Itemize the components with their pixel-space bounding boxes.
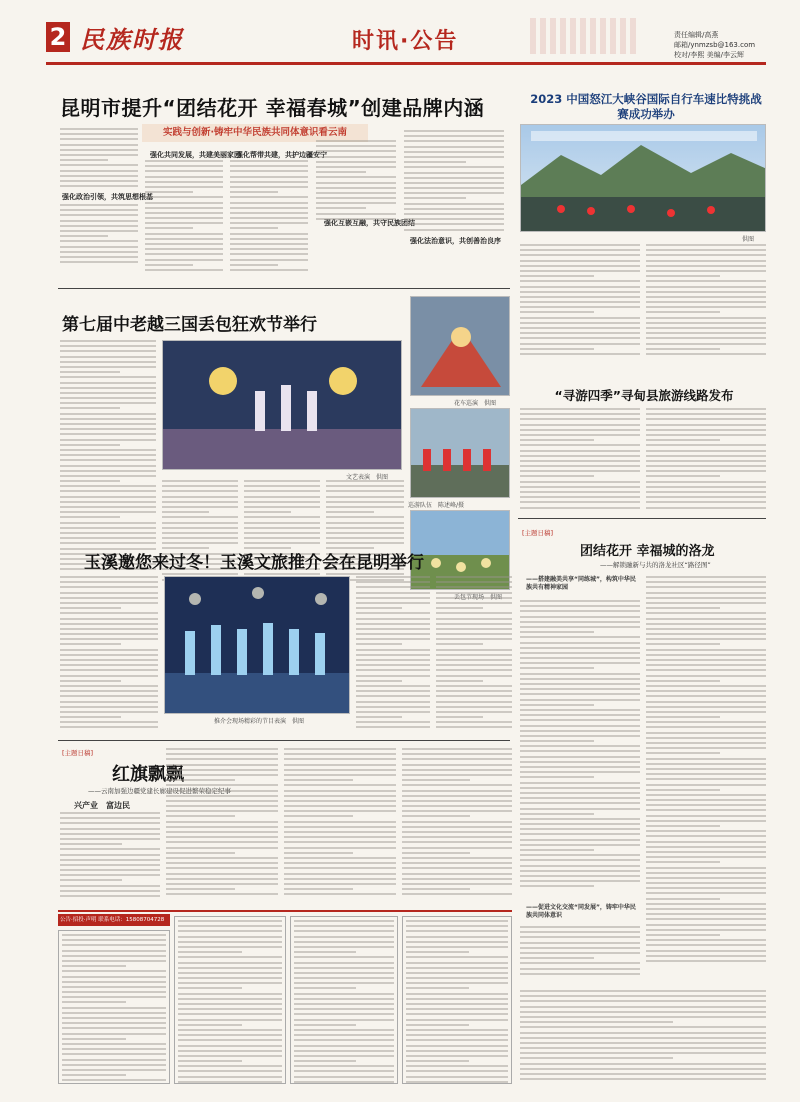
masthead-rule (46, 62, 766, 65)
lead-divider (58, 288, 510, 289)
festival-caption-3: 巡游队伍 陈述峰/摄 (408, 502, 465, 509)
yuxi-body-col1 (60, 576, 158, 734)
luohe-body-col1b (520, 926, 640, 982)
festival-parade-photo (410, 408, 510, 498)
tourism-body-a (520, 408, 640, 512)
yuxi-headline: 玉溪邀您来过冬！玉溪文旅推介会在昆明举行 (84, 553, 424, 573)
festival-caption-1: 文艺表演 供图 (346, 474, 389, 481)
lead-body-col3 (230, 160, 308, 278)
yuxi-body-col3 (436, 576, 512, 734)
lead-body-col1 (60, 128, 138, 188)
redflag-headline: 红旗飘飘 (112, 764, 184, 785)
luohe-headline: 团结花开 幸福城的洛龙 (580, 544, 715, 559)
ad-block-2 (174, 916, 286, 1084)
lead-headline: 昆明市提升“团结花开 幸福春城”创建品牌内涵 (60, 96, 485, 120)
redflag-byline: 兴产业 富边民 (74, 801, 130, 810)
paper-name: 民族时报 (80, 26, 184, 54)
proof-credit: 校对/李熙 美编/李云辉 (674, 51, 744, 59)
lead-body-col4 (316, 140, 396, 278)
redflag-body-col2 (166, 748, 278, 902)
redflag-subhead: ——云南加强边疆党建长廊建设促进繁荣稳定纪事 (88, 787, 231, 795)
yuxi-performance-photo (164, 576, 350, 714)
yuxi-body-col2 (356, 576, 430, 734)
lead-body-col1b (60, 204, 138, 264)
tourism-headline: “寻游四季”寻甸县旅游线路发布 (554, 388, 734, 403)
cycling-headline: 2023 中国怒江大峡谷国际自行车速比特挑战赛成功举办 (530, 92, 762, 121)
luohe-section-2: ——促进文化交流“同发展”，铸牢中华民族共同体意识 (526, 904, 636, 919)
section-title: 时讯·公告 (352, 29, 459, 54)
yuxi-divider (58, 740, 510, 741)
yuxi-caption: 推介会现场精彩的节目表演 供图 (214, 718, 305, 725)
lead-body-col5 (404, 130, 504, 278)
luohe-tag: [主题日稿] (522, 529, 554, 537)
right-divider (518, 518, 766, 519)
festival-stage-photo (162, 340, 402, 470)
masthead (0, 0, 800, 72)
lead-subhead-2: 强化共同发展，共建美丽家园 (150, 151, 241, 159)
ad-section (58, 910, 512, 1086)
cycling-body-b (646, 244, 766, 364)
luohe-section-1: ——搭建融美共享“同练城”，构筑中华民族共有精神家园 (526, 576, 636, 591)
redflag-body-col3 (284, 748, 396, 902)
luohe-body-col2 (646, 576, 766, 980)
lead-subhead-1: 强化政治引领，共筑思想根基 (62, 193, 153, 201)
editor-credit: 责任编辑/高燕 (674, 31, 719, 39)
cycling-body-a (520, 244, 640, 364)
ad-header (58, 914, 170, 926)
redflag-tag: [主题日稿] (62, 749, 94, 757)
redflag-body-col4 (402, 748, 512, 902)
luohe-subhead: ——解锁融新与共的洛龙社区“路径图” (600, 561, 711, 569)
luohe-body-col1 (520, 600, 640, 900)
festival-float-photo (410, 296, 510, 396)
lead-banner: 实践与创新·铸牢中华民族共同体意识看云南 (142, 124, 368, 142)
lead-subhead-4: 强化互嵌互融，共守民族团结 (324, 219, 415, 227)
ad-block-3 (290, 916, 398, 1084)
festival-headline: 第七届中老越三国丢包狂欢节举行 (62, 315, 317, 335)
email-credit: 邮箱/ynmzsb@163.com (674, 41, 756, 49)
tourism-body-b (646, 408, 766, 512)
ad-block-4 (402, 916, 512, 1084)
cycling-caption: 供图 (742, 236, 755, 243)
lead-body-col2 (145, 160, 223, 278)
festival-caption-4: 丢包节现场 供图 (454, 594, 503, 601)
festival-caption-2: 花车巡演 供图 (454, 400, 497, 407)
section-ornament (530, 18, 640, 54)
luohe-body-tail (520, 990, 766, 1086)
ad-header-label: 公告·招投·声明 联系电话：15808704728 (60, 917, 165, 923)
ad-block-1 (58, 930, 170, 1084)
redflag-body-col1 (60, 812, 160, 902)
lead-subhead-5: 强化法治意识，共创善治良序 (410, 237, 501, 245)
lead-subhead-3: 强化帮带共建，共护边疆安宁 (236, 151, 327, 159)
page-number: 2 (46, 22, 70, 52)
cycling-photo (520, 124, 766, 232)
